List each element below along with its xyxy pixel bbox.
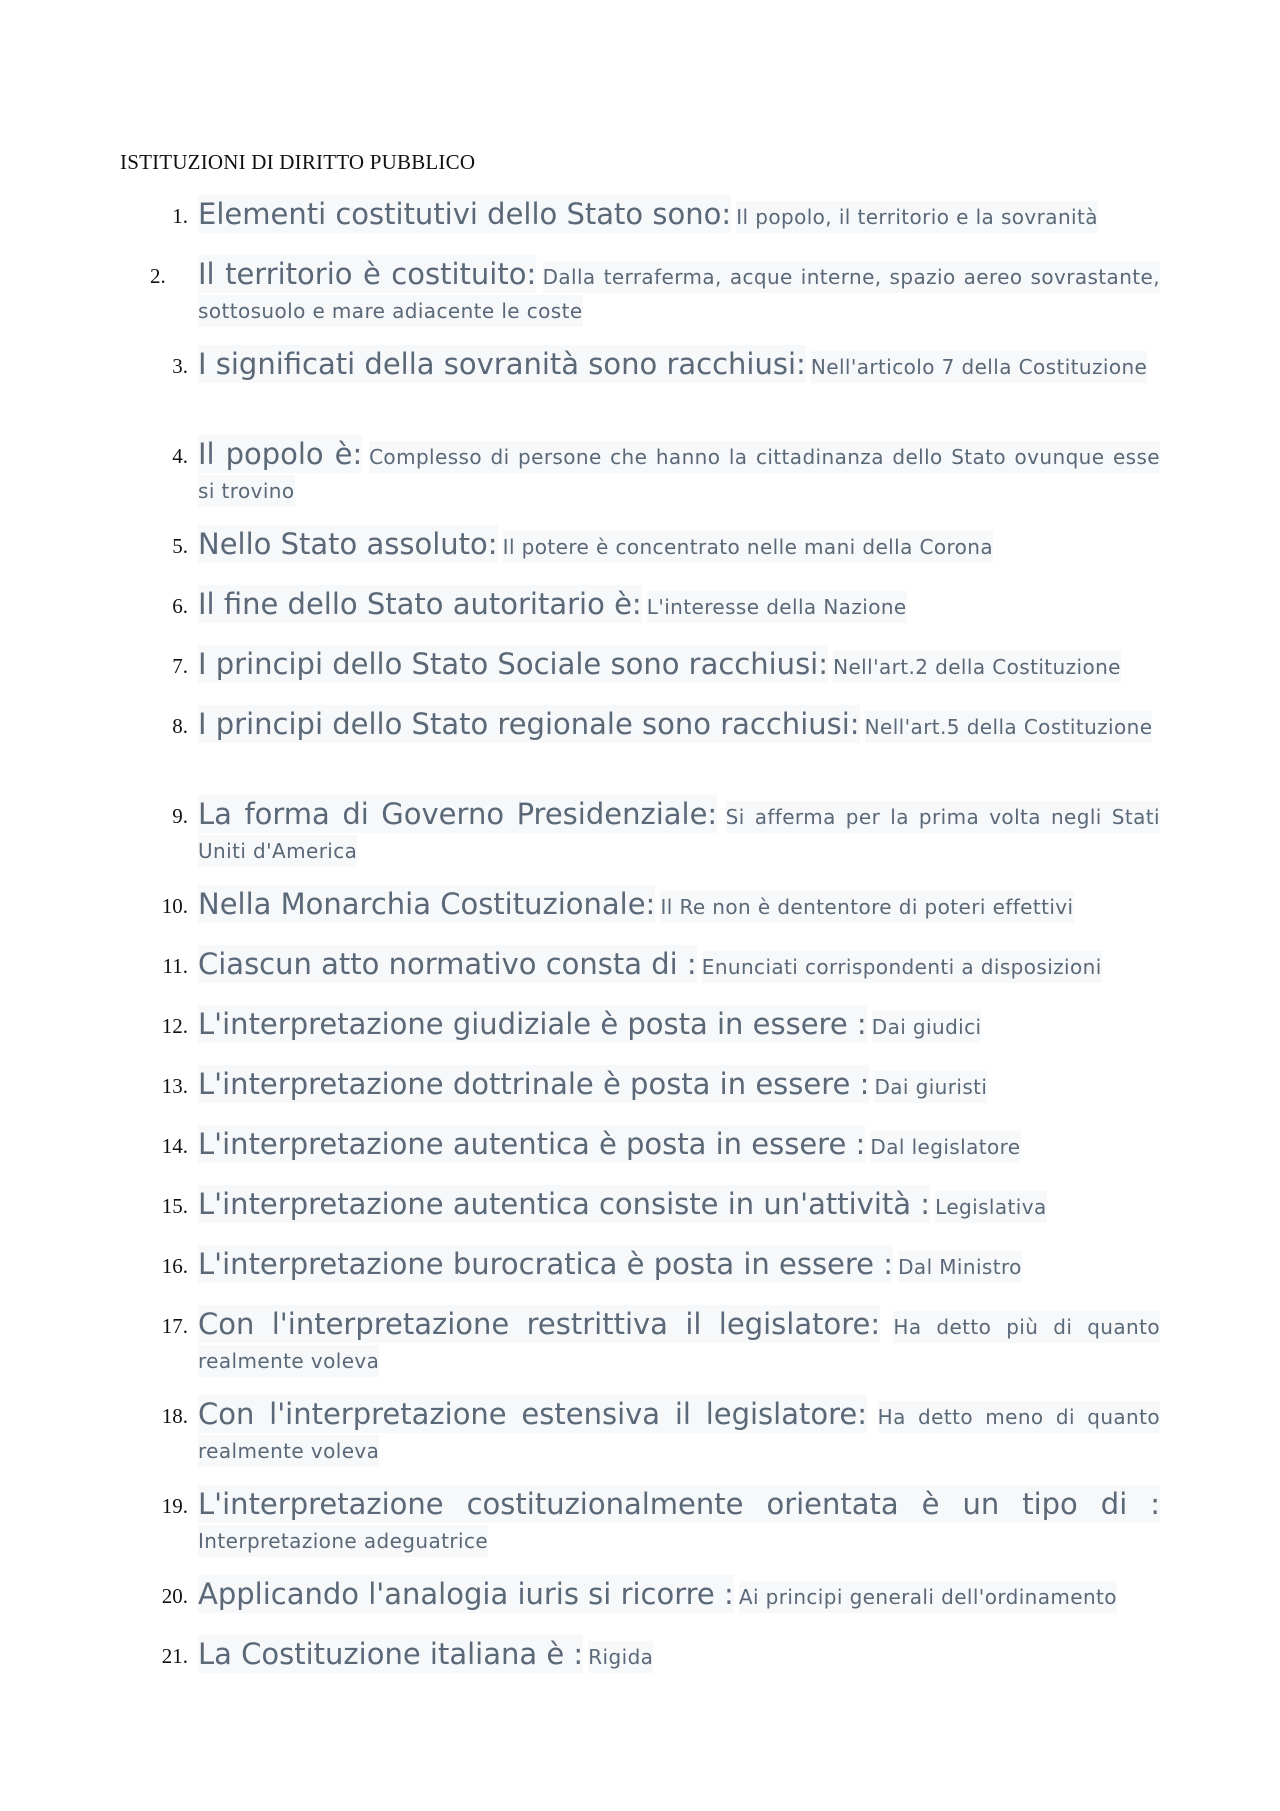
answer-text: Ha detto più di quanto realmente voleva xyxy=(198,1311,1160,1377)
answer-text: Il popolo, il territorio e la sovranità xyxy=(736,201,1098,233)
list-item xyxy=(150,1068,1160,1128)
question-text: Nello Stato assoluto: xyxy=(198,527,498,561)
item-number: 4. xyxy=(172,444,188,468)
item-number: 7. xyxy=(172,654,188,678)
answer-text: Legislativa xyxy=(935,1191,1046,1223)
answer-text: Nell'art.5 della Costituzione xyxy=(865,711,1153,743)
list-item xyxy=(150,798,1160,888)
question-text: Elementi costitutivi dello Stato sono: xyxy=(198,197,732,231)
answer-text: Il potere è concentrato nelle mani della Corona xyxy=(503,531,993,563)
item-number: 2. xyxy=(150,264,166,288)
list-item xyxy=(150,588,1160,648)
list-item xyxy=(150,1578,1160,1638)
item-number: 14. xyxy=(161,1134,188,1158)
question-text: Nella Monarchia Costituzionale: xyxy=(198,887,656,921)
question-text: Il popolo è: xyxy=(198,437,363,471)
list-item xyxy=(150,198,1160,258)
item-number: 8. xyxy=(172,714,188,738)
question-answer-list xyxy=(150,198,1160,1698)
question-text: Con l'interpretazione estensiva il legislatore: xyxy=(198,1397,868,1431)
question-text: I principi dello Stato Sociale sono racchiusi: xyxy=(198,647,828,681)
answer-text: Dal Ministro xyxy=(898,1251,1022,1283)
question-text: L'interpretazione giudiziale è posta in essere : xyxy=(198,1007,867,1041)
question-text: I significati della sovranità sono racchiusi: xyxy=(198,347,806,381)
answer-text: Ai principi generali dell'ordinamento xyxy=(739,1581,1117,1613)
list-item xyxy=(150,1488,1160,1578)
list-item xyxy=(150,1008,1160,1068)
answer-text: Dai giudici xyxy=(872,1011,982,1043)
item-number: 18. xyxy=(161,1404,188,1428)
question-text: Con l'interpretazione restrittiva il legislatore: xyxy=(198,1307,881,1341)
answer-text: Dalla terraferma, acque interne, spazio aereo sovrastante, sottosuolo e mare adiacente le coste xyxy=(198,261,1160,327)
question-text: L'interpretazione autentica consiste in un'attività : xyxy=(198,1187,931,1221)
question-text: Applicando l'analogia iuris si ricorre : xyxy=(198,1577,734,1611)
item-number: 1. xyxy=(172,204,188,228)
answer-text: Dai giuristi xyxy=(874,1071,987,1103)
list-item xyxy=(150,1248,1160,1308)
document-title: ISTITUZIONI DI DIRITTO PUBBLICO xyxy=(120,150,476,174)
question-text: L'interpretazione costituzionalmente orientata è un tipo di : xyxy=(198,1487,1160,1521)
question-text: Ciascun atto normativo consta di : xyxy=(198,947,697,981)
list-item xyxy=(150,708,1160,798)
item-number: 6. xyxy=(172,594,188,618)
item-number: 5. xyxy=(172,534,188,558)
list-item xyxy=(150,1188,1160,1248)
answer-text: Complesso di persone che hanno la cittadinanza dello Stato ovunque esse si trovino xyxy=(198,441,1160,507)
item-number: 16. xyxy=(161,1254,188,1278)
item-number: 12. xyxy=(161,1014,188,1038)
list-item xyxy=(150,888,1160,948)
item-number: 11. xyxy=(162,954,188,978)
item-number: 15. xyxy=(161,1194,188,1218)
list-item xyxy=(150,948,1160,1008)
question-text: Il territorio è costituito: xyxy=(198,257,537,291)
list-item xyxy=(150,258,1160,348)
answer-text: Rigida xyxy=(588,1641,653,1673)
question-text: L'interpretazione autentica è posta in essere : xyxy=(198,1127,866,1161)
item-number: 17. xyxy=(161,1314,188,1338)
answer-text: Dal legislatore xyxy=(870,1131,1020,1163)
list-item xyxy=(150,1398,1160,1488)
list-item xyxy=(150,348,1160,438)
question-text: Il fine dello Stato autoritario è: xyxy=(198,587,642,621)
list-item xyxy=(150,528,1160,588)
list-item xyxy=(150,648,1160,708)
question-text: La forma di Governo Presidenziale: xyxy=(198,797,718,831)
answer-text: Nell'articolo 7 della Costituzione xyxy=(811,351,1147,383)
answer-text: Enunciati corrispondenti a disposizioni xyxy=(702,951,1102,983)
answer-text: Ha detto meno di quanto realmente voleva xyxy=(198,1401,1160,1467)
item-number: 21. xyxy=(161,1644,188,1668)
question-text: I principi dello Stato regionale sono racchiusi: xyxy=(198,707,860,741)
answer-text: Interpretazione adeguatrice xyxy=(198,1525,488,1557)
answer-text: Si afferma per la prima volta negli Stati Uniti d'America xyxy=(198,801,1160,867)
item-number: 19. xyxy=(161,1494,188,1518)
answer-text: L'interesse della Nazione xyxy=(647,591,907,623)
list-item xyxy=(150,1638,1160,1698)
item-number: 20. xyxy=(161,1584,188,1608)
question-text: L'interpretazione burocratica è posta in essere : xyxy=(198,1247,894,1281)
question-text: La Costituzione italiana è : xyxy=(198,1637,584,1671)
answer-text: Nell'art.2 della Costituzione xyxy=(833,651,1121,683)
list-item xyxy=(150,438,1160,528)
item-number: 13. xyxy=(161,1074,188,1098)
list-item xyxy=(150,1128,1160,1188)
item-number: 9. xyxy=(172,804,188,828)
item-number: 10. xyxy=(161,894,188,918)
question-text: L'interpretazione dottrinale è posta in essere : xyxy=(198,1067,870,1101)
list-item xyxy=(150,1308,1160,1398)
item-number: 3. xyxy=(172,354,188,378)
answer-text: Il Re non è dententore di poteri effettivi xyxy=(660,891,1073,923)
